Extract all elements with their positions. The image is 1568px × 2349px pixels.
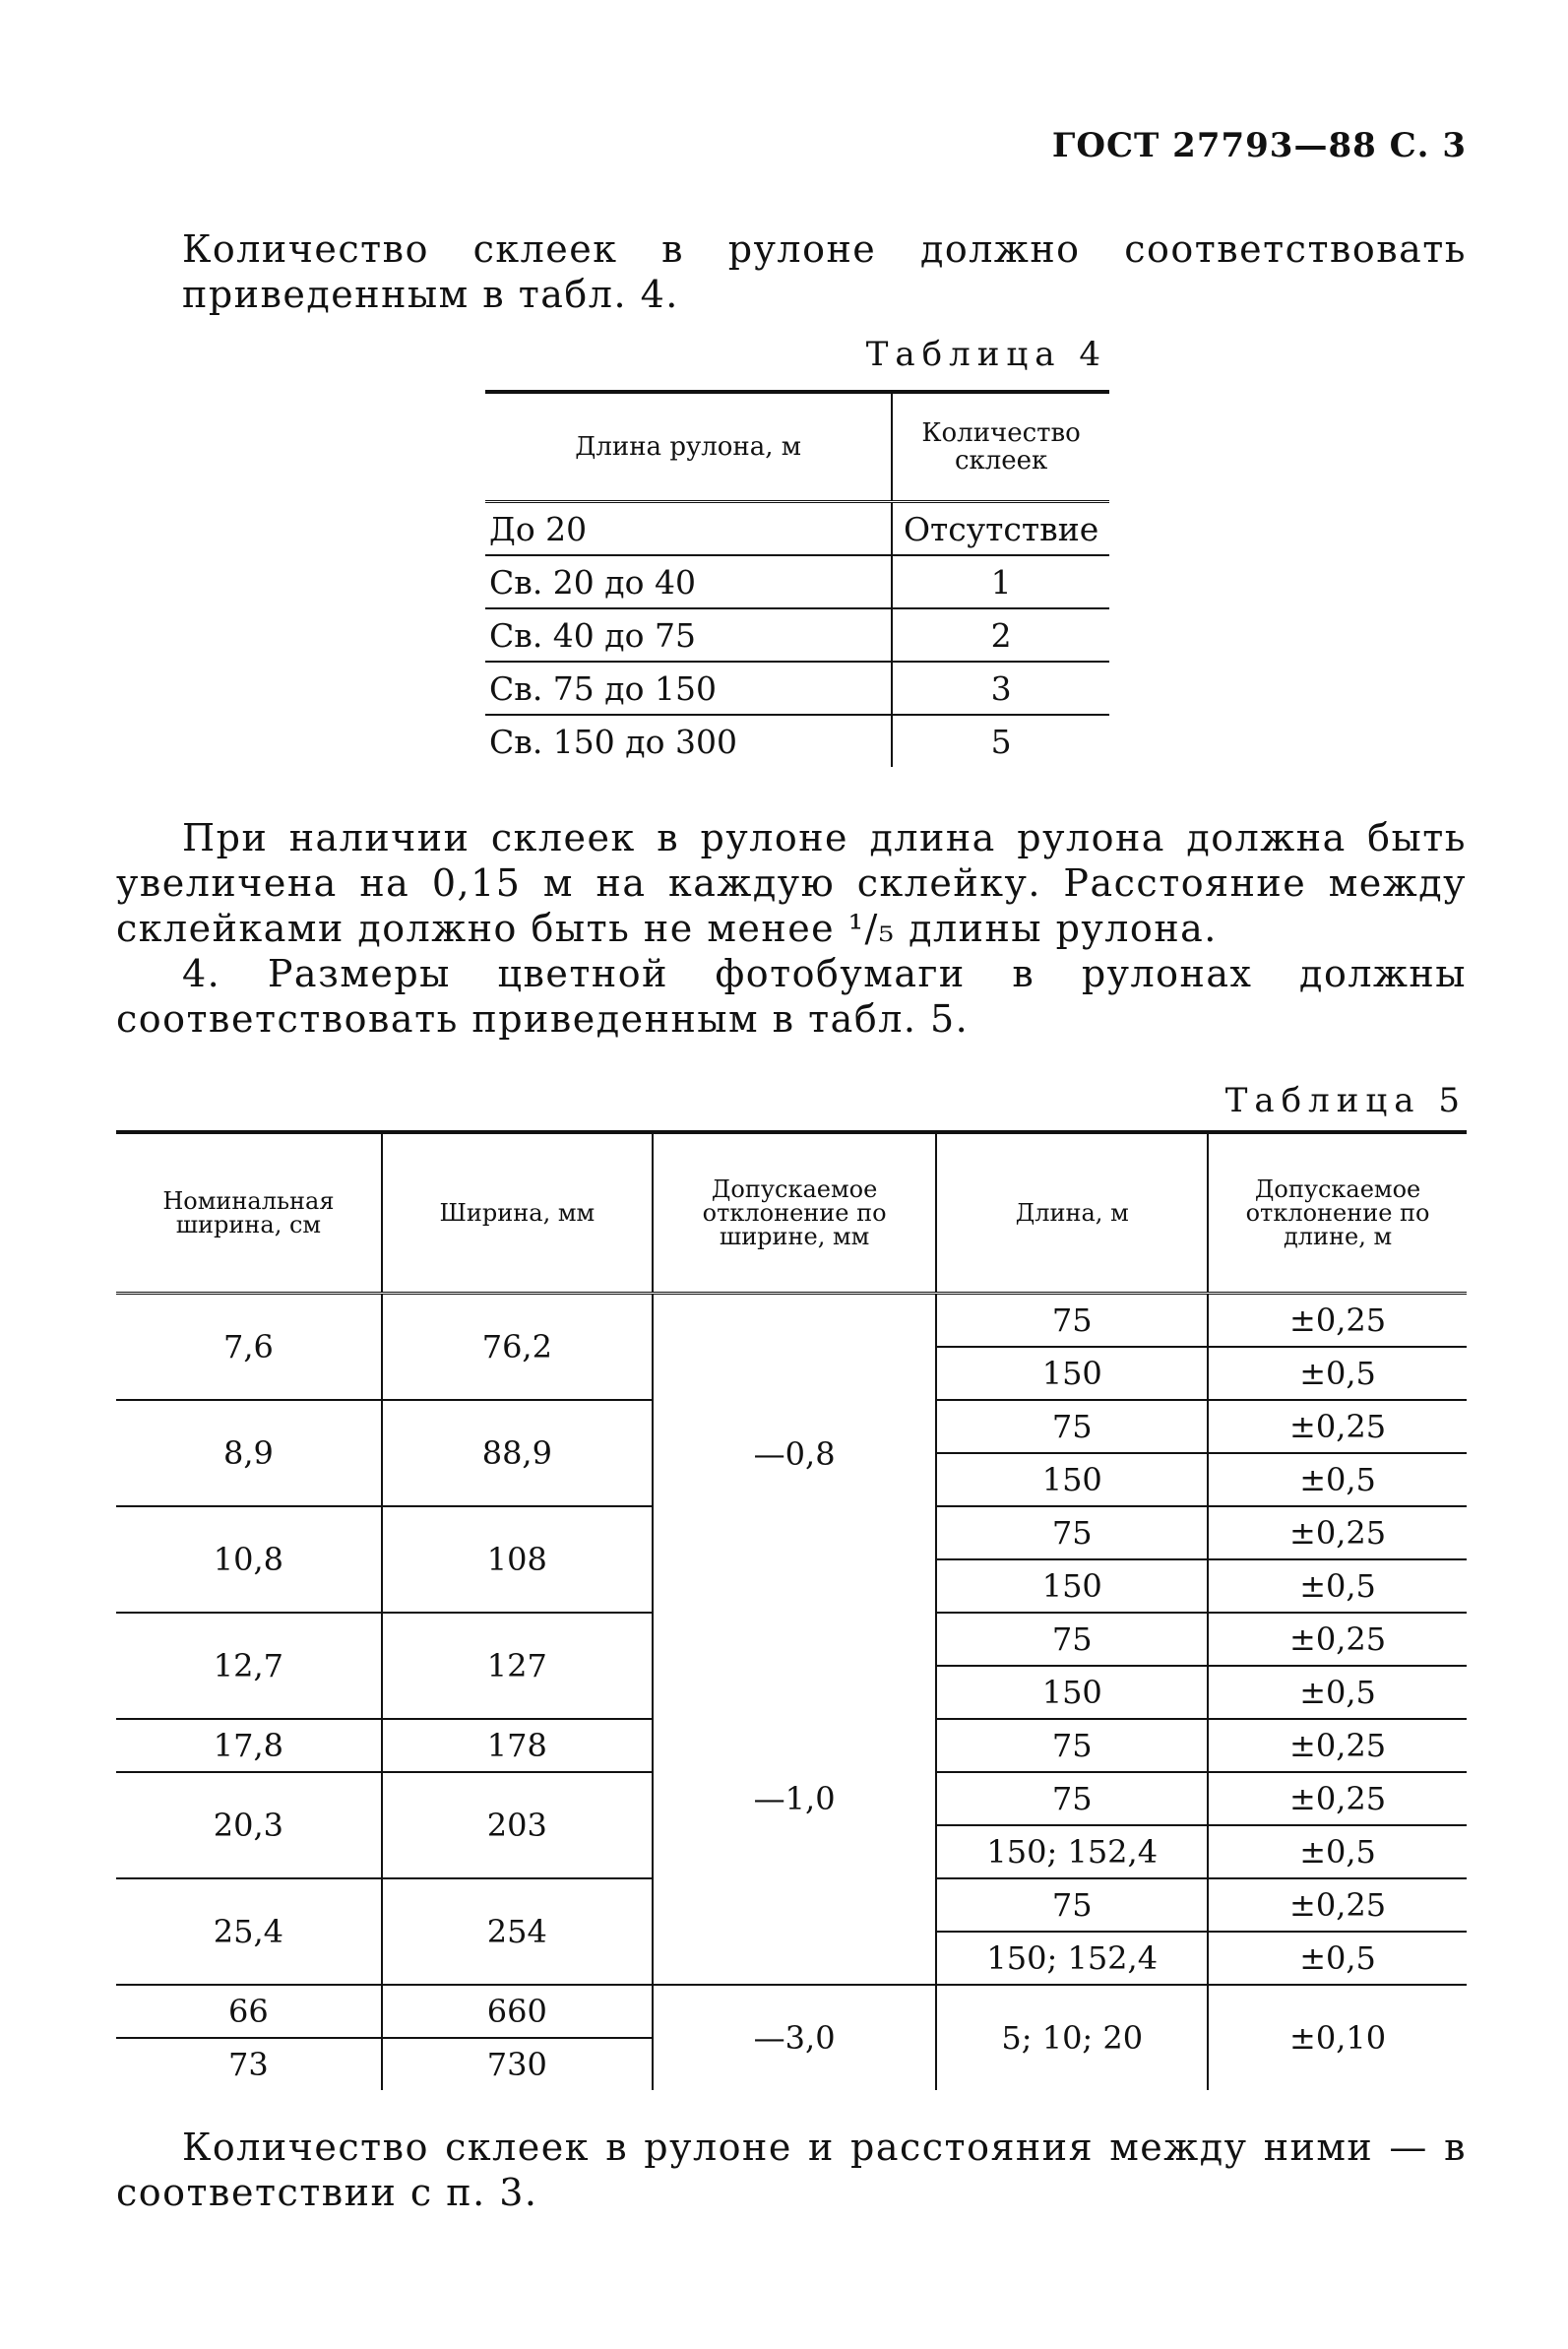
table-cell: 660 — [382, 1985, 653, 2038]
table-cell: 75 — [936, 1506, 1208, 1559]
table-cell: 17,8 — [116, 1719, 382, 1772]
table-cell: 75 — [936, 1400, 1208, 1453]
table-5 — [116, 1130, 1467, 2090]
table5-header-width-dev: Допускаемое отклонение по ширине, мм — [653, 1132, 937, 1294]
table-cell: 2 — [892, 608, 1109, 662]
table-cell: ±0,5 — [1208, 1825, 1467, 1878]
table-cell: 75 — [936, 1294, 1208, 1348]
table-cell: —1,0 — [653, 1613, 937, 1985]
table-cell: ±0,25 — [1208, 1719, 1467, 1772]
table-cell: 5; 10; 20 — [936, 1985, 1208, 2090]
table4-header-length: Длина рулона, м — [485, 392, 892, 502]
table-cell: До 20 — [485, 502, 892, 556]
table-cell: ±0,10 — [1289, 2019, 1387, 2057]
table-cell: Св. 150 до 300 — [485, 715, 892, 767]
table-cell: 3 — [892, 662, 1109, 715]
paragraph-2: При наличии склеек в рулоне длина рулона должна быть увеличена на 0,15 м на каждую склейку. Расстояние между склейками должно быть не менее ¹/₅ длины рулона. 4. Размеры цветной фотобумаги в рулонах должны соответствовать приведенным в табл. 5. — [116, 816, 1467, 1041]
table-cell: ±0,25 — [1208, 1878, 1467, 1932]
table-cell: 20,3 — [116, 1772, 382, 1878]
table-cell: —3,0 — [653, 1985, 937, 2090]
table-cell: 150 — [936, 1347, 1208, 1400]
table-cell: ±0,5 — [1208, 1453, 1467, 1506]
table-cell: 7,6 — [116, 1294, 382, 1401]
table-cell: 150 — [936, 1666, 1208, 1719]
table-cell: 730 — [382, 2038, 653, 2090]
table-cell: 12,7 — [116, 1613, 382, 1719]
table-cell: ±0,25 — [1208, 1400, 1467, 1453]
table-cell: ±0,25 — [1208, 1294, 1467, 1348]
table-cell: Св. 40 до 75 — [485, 608, 892, 662]
table-cell: ±0,5 — [1208, 1347, 1467, 1400]
table-cell: 1 — [892, 555, 1109, 608]
table-cell: 150; 152,4 — [936, 1932, 1208, 1985]
table-cell: 75 — [936, 1772, 1208, 1825]
table-cell: 178 — [382, 1719, 653, 1772]
table-cell: —0,8 — [653, 1294, 937, 1614]
table-cell: Св. 20 до 40 — [485, 555, 892, 608]
table-cell: 73 — [116, 2038, 382, 2090]
table-cell: 75 — [936, 1878, 1208, 1932]
table-cell: 66 — [116, 1985, 382, 2038]
table-cell: 203 — [382, 1772, 653, 1878]
table5-header-length-dev: Допускаемое отклонение по длине, м — [1208, 1132, 1467, 1294]
table4-header-count: Количество склеек — [892, 392, 1109, 502]
table-cell: 76,2 — [382, 1294, 653, 1401]
table-cell: 88,9 — [382, 1400, 653, 1506]
table5-header-width: Ширина, мм — [382, 1132, 653, 1294]
table-cell: 25,4 — [116, 1878, 382, 1985]
table-cell: ±0,25 — [1208, 1613, 1467, 1666]
table-cell: ±0,5 — [1208, 1559, 1467, 1613]
table-cell: 5 — [990, 722, 1012, 761]
table-cell: Отсутствие — [892, 502, 1109, 556]
page-header: ГОСТ 27793—88 С. 3 — [1051, 126, 1467, 165]
table-4 — [485, 390, 1109, 767]
table-cell: 75 — [936, 1719, 1208, 1772]
table-cell: 8,9 — [116, 1400, 382, 1506]
table-cell: 108 — [382, 1506, 653, 1613]
table4-caption: Таблица 4 — [865, 335, 1107, 374]
table-cell: ±0,5 — [1208, 1932, 1467, 1985]
table-cell: 150; 152,4 — [936, 1825, 1208, 1878]
table-cell: 10,8 — [116, 1506, 382, 1613]
table-cell: 150 — [936, 1453, 1208, 1506]
table-cell: 75 — [936, 1613, 1208, 1666]
table-cell: Св. 75 до 150 — [485, 662, 892, 715]
table5-header-nominal: Номинальная ширина, см — [116, 1132, 382, 1294]
table5-header-length: Длина, м — [936, 1132, 1208, 1294]
table-cell: 254 — [382, 1878, 653, 1985]
table-cell: ±0,5 — [1208, 1666, 1467, 1719]
paragraph-4: Количество склеек в рулоне и расстояния между ними — в соответствии с п. 3. — [116, 2126, 1467, 2214]
table5-caption: Таблица 5 — [1224, 1081, 1467, 1120]
table-cell: 127 — [382, 1613, 653, 1719]
table-cell: ±0,25 — [1208, 1772, 1467, 1825]
table-cell: 150 — [936, 1559, 1208, 1613]
table-cell: ±0,25 — [1208, 1506, 1467, 1559]
paragraph-1: Количество склеек в рулоне должно соответствовать приведенным в табл. 4. — [182, 227, 1467, 316]
